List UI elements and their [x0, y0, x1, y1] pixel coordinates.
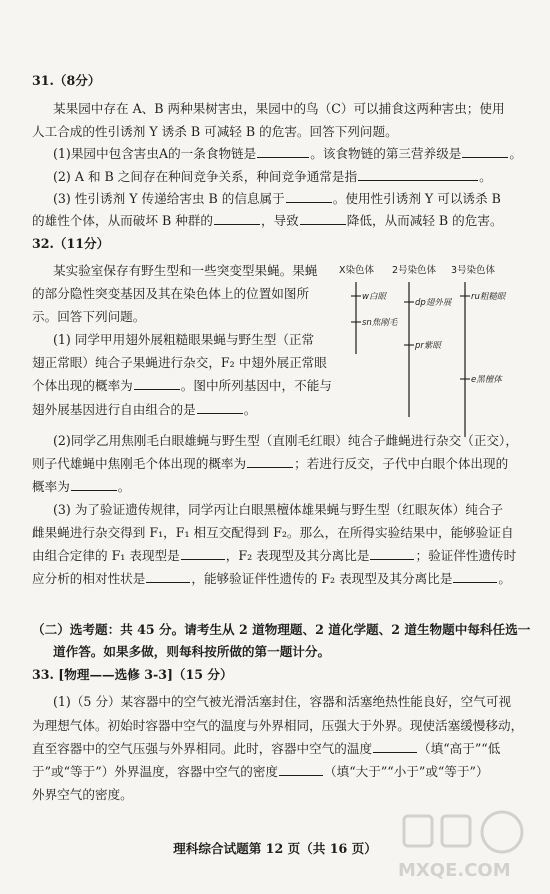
answer-blank [197, 402, 243, 414]
answer-blank [134, 378, 180, 390]
q33-para-3: 直至容器中的空气压强与外界相同。此时，容器中空气的温度 （填“高于”“低 [32, 741, 501, 756]
answer-blank [181, 548, 225, 560]
answer-blank [370, 548, 414, 560]
answer-blank [373, 741, 417, 753]
q31-sub3: (3) 性引诱剂 Y 传递给害虫 B 的信息属于 。使用性引诱剂 Y 可以诱杀 B [53, 191, 501, 206]
q31-intro-1: 某果园中存在 A、B 两种果树害虫，果园中的鸟（C）可以捕食这两种害虫；使用 [53, 101, 505, 116]
answer-blank [146, 571, 190, 583]
q32-intro-3: 示。回答下列问题。 [32, 309, 146, 324]
chromosome-3-label: 3号染色体 [451, 265, 496, 276]
answer-blank [462, 146, 508, 158]
answer-blank [286, 191, 332, 203]
answer-blank [247, 456, 293, 468]
gene-pr-label: pr紫眼 [415, 341, 441, 351]
q33-para-5: 外界空气的密度。 [32, 787, 133, 802]
q32-sub2-3: 概率为 。 [32, 479, 131, 494]
q32-sub1-2: 翅正常眼）纯合子果蝇进行杂交，F₂ 中翅外展正常眼 [32, 355, 327, 370]
elective-instruction-2: 道作答。如果多做，则每科按所做的第一题计分。 [53, 644, 331, 659]
answer-blank [214, 213, 260, 225]
q31-sub3-cont: 的雄性个体，从而破坏 B 种群的 ，导致 降低，从而减轻 B 的危害。 [32, 213, 503, 228]
q32-sub1-1: (1) 同学甲用翅外展粗糙眼果蝇与野生型（正常 [53, 332, 315, 347]
chromosome-2-label: 2号染色体 [392, 265, 437, 276]
gene-sn-label: sn焦刚毛 [362, 318, 398, 328]
q32-sub3-3: 由组合定律的 F₁ 表现型是 ，F₂ 表现型及其分离比是 ；验证伴性遗传时 [32, 548, 517, 563]
answer-blank [279, 764, 323, 776]
q33-header: 33. [物理——选修 3-3]（15 分） [32, 667, 233, 682]
page-footer: 理科综合试题第 12 页（共 16 页） [173, 841, 377, 856]
q32-intro-2: 的部分隐性突变基因及其在染色体上的位置如图所 [32, 286, 310, 301]
q33-para-2: 为理想气体。初始时容器中空气的温度与外界相同，压强大于外界。现使活塞缓慢移动， [32, 718, 524, 733]
chromosome-svg [336, 262, 546, 442]
answer-blank [300, 213, 346, 225]
watermark-text: MXQE.COM [398, 860, 511, 881]
answer-circle-watermark-icon [384, 806, 534, 886]
gene-e-label: e黑檀体 [471, 375, 502, 385]
elective-instruction-1: （二）选考题：共 45 分。请考生从 2 道物理题、2 道化学题、2 道生物题中每科任选一 [32, 622, 531, 637]
watermark [384, 806, 534, 886]
q33-para-1: (1)（5 分）某容器中的空气被光滑活塞封住，容器和活塞绝热性能良好，空气可视 [53, 694, 512, 709]
q32-sub3-4: 应分析的相对性状是 ，能够验证伴性遗传的 F₂ 表现型及其分离比是 。 [32, 571, 512, 586]
q32-sub3-1: (3) 为了验证遗传规律，同学丙让白眼黑檀体雄果蝇与野生型（红眼灰体）纯合子 [53, 502, 504, 517]
q32-sub1-3: 个体出现的概率为 。图中所列基因中，不能与 [32, 378, 332, 393]
q31-sub2: (2) A 和 B 之间存在种间竞争关系，种间竞争通常是指 。 [53, 169, 492, 184]
q31-header: 31.（8分） [32, 73, 101, 88]
q31-sub1: (1)果园中包含害虫A的一条食物链是 。该食物链的第三营养级是 。 [53, 146, 522, 161]
q32-sub2-1: (2)同学乙用焦刚毛白眼雄蝇与野生型（直刚毛红眼）纯合子雌蝇进行杂交（正交）， [53, 433, 518, 448]
gene-w-label: w白眼 [362, 292, 386, 302]
q32-sub2-2: 则子代雄蝇中焦刚毛个体出现的概率为 ；若进行反交，子代中白眼个体出现的 [32, 456, 509, 471]
answer-blank [358, 169, 478, 181]
q32-sub3-2: 雌果蝇进行杂交得到 F₁，F₁ 相互交配得到 F₂。那么，在所得实验结果中，能够验证自 [32, 525, 514, 540]
gene-dp-label: dp翅外展 [415, 298, 452, 308]
chromosome-diagram [336, 262, 546, 442]
gene-ru-label: ru粗糙眼 [471, 292, 506, 302]
q32-header: 32.（11分） [32, 236, 110, 251]
q33-para-4: 于”或“等于”）外界温度，容器中空气的密度 （填“大于”“小于”或“等于”） [32, 764, 489, 779]
answer-blank [257, 146, 309, 158]
q32-sub1-4: 翅外展基因进行自由组合的是 。 [32, 402, 257, 417]
x-chromosome-label: X染色体 [339, 265, 375, 276]
answer-blank [71, 479, 117, 491]
q31-intro-2: 人工合成的性引诱剂 Y 诱杀 B 可减轻 B 的危害。回答下列问题。 [32, 124, 398, 139]
answer-blank [453, 571, 497, 583]
q32-intro-1: 某实验室保存有野生型和一些突变型果蝇。果蝇 [53, 263, 318, 278]
